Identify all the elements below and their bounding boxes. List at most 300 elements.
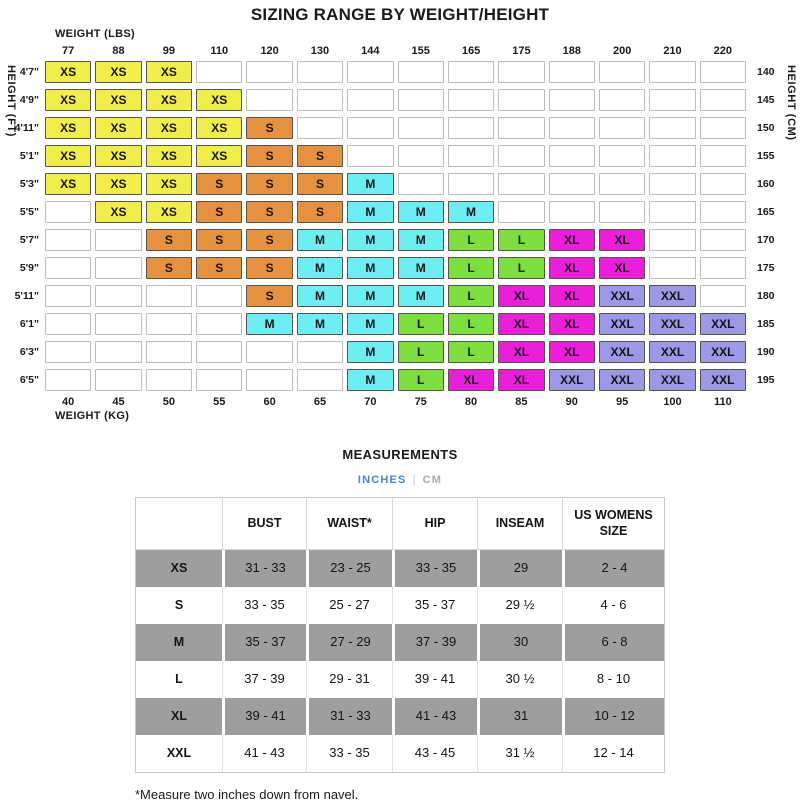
measurement-value: 35 - 37: [392, 587, 477, 624]
size-cell: XS: [45, 89, 91, 111]
weight-kg-tick: 80: [464, 395, 478, 408]
size-cell: XL: [498, 341, 544, 363]
height-cm-tick: 170: [757, 234, 775, 246]
sizing-row-cells: [43, 257, 748, 279]
empty-cell: [398, 89, 444, 111]
measurement-value: 2 - 4: [562, 550, 664, 587]
empty-cell: [297, 341, 343, 363]
empty-cell: [700, 257, 746, 279]
empty-cell: [95, 341, 141, 363]
size-cell: M: [297, 313, 343, 335]
empty-cell: [246, 341, 292, 363]
measurement-value: 29: [477, 550, 562, 587]
height-ft-tick: 6'1": [19, 318, 39, 330]
weight-kg-tick: 70: [364, 395, 377, 408]
sizing-row-cells: [43, 313, 748, 335]
empty-cell: [700, 201, 746, 223]
sizing-chart: [0, 28, 800, 422]
measurement-size-label: S: [174, 597, 184, 612]
measurement-value: 6 - 8: [562, 624, 664, 661]
size-cell: XXL: [700, 313, 746, 335]
size-cell: M: [297, 257, 343, 279]
sizing-grid: [0, 58, 800, 394]
empty-cell: [297, 369, 343, 391]
weight-kg-tick: 40: [62, 395, 75, 408]
height-cm-tick: 145: [757, 94, 775, 106]
size-cell: XXL: [649, 313, 695, 335]
empty-cell: [599, 173, 645, 195]
measurement-value: 30: [477, 624, 562, 661]
size-cell: S: [146, 257, 192, 279]
size-cell: XL: [549, 313, 595, 335]
measurement-value: 8 - 10: [562, 661, 664, 698]
measurements-table: [135, 497, 665, 773]
empty-cell: [498, 201, 544, 223]
height-ft-tick: 4'11": [14, 122, 39, 134]
empty-cell: [549, 145, 595, 167]
empty-cell: [196, 369, 242, 391]
empty-cell: [347, 117, 393, 139]
size-cell: M: [398, 257, 444, 279]
height-ft-tick: 6'5": [19, 374, 39, 386]
measurement-value: 31 ½: [477, 735, 562, 772]
empty-cell: [95, 285, 141, 307]
measurements-column-header: HIP: [392, 498, 477, 550]
height-ft-tick: 5'1": [19, 150, 39, 162]
units-tab-inches[interactable]: INCHES: [357, 474, 407, 486]
measurement-value: 12 - 14: [562, 735, 664, 772]
size-cell: XL: [498, 313, 544, 335]
measurement-size-label: XS: [136, 550, 222, 587]
empty-cell: [498, 117, 544, 139]
size-cell: S: [297, 201, 343, 223]
size-cell: M: [297, 285, 343, 307]
size-cell: XXL: [649, 285, 695, 307]
empty-cell: [599, 201, 645, 223]
measurement-value: 10 - 12: [562, 698, 664, 735]
sizing-row: [0, 58, 800, 86]
weight-kg-tick: 95: [616, 395, 629, 408]
weight-kg-tick: 75: [414, 395, 427, 408]
size-cell: XXL: [700, 341, 746, 363]
size-cell: M: [347, 369, 393, 391]
weight-kg-tick: 45: [112, 395, 125, 408]
size-cell: XXL: [549, 369, 595, 391]
empty-cell: [549, 117, 595, 139]
size-cell: L: [448, 313, 494, 335]
height-ft-tick: 5'3": [19, 178, 39, 190]
measurement-value: 43 - 45: [392, 735, 477, 772]
empty-cell: [398, 145, 444, 167]
size-cell: S: [196, 201, 242, 223]
size-cell: XS: [45, 173, 91, 195]
empty-cell: [599, 89, 645, 111]
sizing-row: [0, 338, 800, 366]
measurement-value: 37 - 39: [222, 661, 306, 698]
height-cm-tick: 155: [757, 150, 775, 162]
size-cell: XXL: [599, 341, 645, 363]
measurement-value: 29 ½: [477, 587, 562, 624]
empty-cell: [45, 201, 91, 223]
size-cell: XS: [45, 117, 91, 139]
empty-cell: [599, 145, 645, 167]
size-cell: XL: [549, 285, 595, 307]
size-cell: XL: [599, 229, 645, 251]
size-cell: XS: [146, 201, 192, 223]
empty-cell: [146, 285, 192, 307]
height-cm-tick: 150: [757, 122, 775, 134]
weight-lbs-ticks: [0, 43, 800, 58]
measurement-value: 23 - 25: [306, 550, 392, 587]
height-cm-tick: 140: [757, 66, 775, 78]
empty-cell: [700, 145, 746, 167]
empty-cell: [649, 201, 695, 223]
measurement-value: 33 - 35: [392, 550, 477, 587]
empty-cell: [649, 229, 695, 251]
measurements-column-header: US WOMENS SIZE: [562, 498, 664, 550]
empty-cell: [45, 313, 91, 335]
empty-cell: [347, 145, 393, 167]
empty-cell: [45, 229, 91, 251]
weight-lbs-tick: 188: [562, 44, 581, 57]
empty-cell: [700, 89, 746, 111]
measurement-value: 33 - 35: [222, 587, 306, 624]
size-cell: XXL: [649, 369, 695, 391]
empty-cell: [549, 201, 595, 223]
size-cell: S: [246, 285, 292, 307]
weight-kg-tick: 100: [663, 395, 682, 408]
empty-cell: [146, 341, 192, 363]
size-cell: M: [347, 173, 393, 195]
measurements-column-header: BUST: [222, 498, 306, 550]
size-cell: XS: [95, 173, 141, 195]
sizing-row-cells: [43, 89, 748, 111]
sizing-row: [0, 86, 800, 114]
sizing-row-cells: [43, 201, 748, 223]
weight-kg-tick: 55: [213, 395, 226, 408]
size-cell: XS: [146, 89, 192, 111]
measurement-value: 27 - 29: [306, 624, 392, 661]
empty-cell: [448, 61, 494, 83]
weight-lbs-tick: 210: [663, 44, 682, 57]
empty-cell: [45, 341, 91, 363]
size-cell: M: [347, 285, 393, 307]
empty-cell: [649, 61, 695, 83]
empty-cell: [448, 117, 494, 139]
height-ft-tick: 5'9": [19, 262, 39, 274]
weight-kg-tick: 65: [313, 395, 327, 408]
units-separator: |: [412, 474, 417, 486]
height-cm-tick: 190: [757, 346, 775, 358]
empty-cell: [347, 61, 393, 83]
size-cell: L: [448, 285, 494, 307]
measurement-size-label: L: [175, 671, 183, 686]
size-cell: XL: [549, 229, 595, 251]
empty-cell: [649, 145, 695, 167]
empty-cell: [297, 89, 343, 111]
size-cell: XL: [498, 285, 544, 307]
measurement-value: 33 - 35: [306, 735, 392, 772]
size-cell: S: [146, 229, 192, 251]
size-cell: S: [246, 145, 292, 167]
sizing-row-cells: [43, 117, 748, 139]
measurement-value: 37 - 39: [392, 624, 477, 661]
size-cell: M: [246, 313, 292, 335]
measurement-size-label: XXL: [166, 745, 192, 760]
empty-cell: [297, 117, 343, 139]
sizing-row-cells: [43, 229, 748, 251]
size-cell: M: [347, 201, 393, 223]
empty-cell: [549, 89, 595, 111]
empty-cell: [498, 173, 544, 195]
height-ft-tick: 5'7": [19, 234, 39, 246]
empty-cell: [448, 89, 494, 111]
measurement-value: 41 - 43: [392, 698, 477, 735]
empty-cell: [649, 173, 695, 195]
empty-cell: [700, 61, 746, 83]
height-ft-tick: 5'5": [19, 206, 39, 218]
size-cell: XL: [599, 257, 645, 279]
empty-cell: [45, 257, 91, 279]
weight-lbs-tick: 220: [713, 44, 733, 57]
size-cell: XS: [95, 117, 141, 139]
empty-cell: [649, 89, 695, 111]
empty-cell: [700, 173, 746, 195]
empty-cell: [649, 117, 695, 139]
size-cell: XS: [45, 145, 91, 167]
height-cm-tick: 165: [757, 206, 775, 218]
size-cell: XS: [45, 61, 91, 83]
sizing-row-cells: [43, 61, 748, 83]
size-cell: XS: [95, 61, 141, 83]
height-cm-axis-label: HEIGHT (CM): [785, 65, 797, 141]
size-cell: XXL: [649, 341, 695, 363]
measurement-value: 25 - 27: [306, 587, 392, 624]
size-cell: XS: [146, 173, 192, 195]
height-cm-tick: 180: [757, 290, 775, 302]
size-cell: M: [448, 201, 494, 223]
empty-cell: [146, 369, 192, 391]
weight-lbs-axis-label: WEIGHT (LBS): [55, 28, 135, 40]
empty-cell: [448, 173, 494, 195]
empty-cell: [398, 61, 444, 83]
sizing-row: [0, 198, 800, 226]
page-title: SIZING RANGE BY WEIGHT/HEIGHT: [250, 5, 550, 24]
size-cell: L: [498, 229, 544, 251]
weight-lbs-tick: 175: [512, 44, 531, 57]
size-cell: XL: [498, 369, 544, 391]
size-cell: L: [498, 257, 544, 279]
measurement-value: 35 - 37: [222, 624, 306, 661]
weight-lbs-tick: 200: [612, 44, 632, 57]
units-toggle: [0, 474, 800, 486]
sizing-row: [0, 282, 800, 310]
size-cell: XL: [549, 341, 595, 363]
size-cell: XXL: [599, 369, 645, 391]
size-cell: XS: [95, 89, 141, 111]
empty-cell: [649, 257, 695, 279]
size-cell: XS: [146, 145, 192, 167]
empty-cell: [246, 369, 292, 391]
weight-lbs-tick: 144: [361, 44, 380, 57]
weight-kg-tick: 60: [263, 395, 276, 408]
empty-cell: [700, 285, 746, 307]
sizing-row-cells: [43, 341, 748, 363]
sizing-row-cells: [43, 173, 748, 195]
height-ft-tick: 4'7": [19, 66, 39, 78]
size-cell: M: [347, 341, 393, 363]
size-cell: L: [398, 341, 444, 363]
size-cell: XL: [549, 257, 595, 279]
measurements-heading: MEASUREMENTS: [342, 447, 458, 462]
size-cell: XXL: [700, 369, 746, 391]
weight-lbs-tick: 99: [162, 44, 176, 57]
size-cell: XS: [196, 117, 242, 139]
weight-lbs-tick: 155: [411, 44, 430, 57]
size-cell: XL: [448, 369, 494, 391]
sizing-row: [0, 226, 800, 254]
size-cell: XS: [95, 145, 141, 167]
size-cell: S: [196, 257, 242, 279]
empty-cell: [700, 229, 746, 251]
measurement-value: 39 - 41: [392, 661, 477, 698]
empty-cell: [196, 61, 242, 83]
weight-lbs-tick: 88: [112, 44, 125, 57]
measurement-value: 31 - 33: [222, 550, 306, 587]
empty-cell: [246, 61, 292, 83]
measurement-value: 30 ½: [477, 661, 562, 698]
size-cell: XXL: [599, 313, 645, 335]
weight-lbs-tick: 165: [461, 44, 481, 57]
measurement-value: 31 - 33: [306, 698, 392, 735]
size-cell: M: [398, 229, 444, 251]
sizing-row: [0, 114, 800, 142]
size-cell: S: [297, 145, 343, 167]
measurements-column-header: WAIST*: [306, 498, 392, 550]
height-cm-tick: 160: [757, 178, 775, 190]
sizing-row-cells: [43, 285, 748, 307]
size-cell: XXL: [599, 285, 645, 307]
measurement-value: 39 - 41: [222, 698, 306, 735]
empty-cell: [196, 285, 242, 307]
empty-cell: [498, 61, 544, 83]
weight-lbs-tick: 77: [62, 44, 75, 57]
height-ft-tick: 6'3": [19, 346, 39, 358]
empty-cell: [196, 341, 242, 363]
weight-kg-tick: 85: [515, 395, 528, 408]
empty-cell: [498, 89, 544, 111]
measurement-value: 4 - 6: [562, 587, 664, 624]
measurement-value: 31: [477, 698, 562, 735]
empty-cell: [347, 89, 393, 111]
weight-lbs-tick: 120: [260, 44, 279, 57]
empty-cell: [498, 145, 544, 167]
size-cell: S: [246, 229, 292, 251]
measurements-column-header: INSEAM: [477, 498, 562, 550]
size-cell: L: [448, 257, 494, 279]
empty-cell: [398, 173, 444, 195]
size-cell: S: [246, 173, 292, 195]
measurement-value: 41 - 43: [222, 735, 306, 772]
size-cell: S: [246, 201, 292, 223]
empty-cell: [95, 229, 141, 251]
sizing-row: [0, 254, 800, 282]
weight-kg-axis-label: WEIGHT (KG): [55, 410, 130, 422]
empty-cell: [549, 173, 595, 195]
height-ft-axis-label: HEIGHT (FT): [5, 65, 17, 137]
height-ft-tick: 4'9": [19, 94, 39, 106]
measurements-column-header: [136, 498, 222, 550]
size-cell: S: [196, 229, 242, 251]
size-cell: XS: [146, 61, 192, 83]
height-cm-tick: 185: [757, 318, 775, 330]
sizing-row-cells: [43, 145, 748, 167]
size-cell: L: [448, 229, 494, 251]
empty-cell: [398, 117, 444, 139]
sizing-row-cells: [43, 369, 748, 391]
size-cell: L: [448, 341, 494, 363]
empty-cell: [549, 61, 595, 83]
weight-lbs-tick: 110: [210, 44, 229, 57]
empty-cell: [45, 285, 91, 307]
empty-cell: [95, 257, 141, 279]
empty-cell: [196, 313, 242, 335]
empty-cell: [146, 313, 192, 335]
size-cell: M: [297, 229, 343, 251]
size-cell: M: [347, 229, 393, 251]
measurement-size-label: M: [136, 624, 222, 661]
sizing-row: [0, 170, 800, 198]
empty-cell: [297, 61, 343, 83]
size-cell: S: [196, 173, 242, 195]
height-cm-tick: 195: [757, 374, 775, 386]
empty-cell: [448, 145, 494, 167]
size-cell: XS: [146, 117, 192, 139]
size-cell: S: [246, 117, 292, 139]
size-cell: S: [297, 173, 343, 195]
size-cell: XS: [196, 145, 242, 167]
empty-cell: [599, 117, 645, 139]
size-cell: M: [398, 285, 444, 307]
size-cell: XS: [196, 89, 242, 111]
weight-kg-tick: 90: [565, 395, 578, 408]
measurements-footnote: *Measure two inches down from navel.: [135, 787, 359, 800]
size-cell: S: [246, 257, 292, 279]
weight-kg-tick: 110: [713, 395, 732, 408]
size-cell: M: [347, 257, 393, 279]
empty-cell: [700, 117, 746, 139]
measurement-value: 29 - 31: [306, 661, 392, 698]
size-cell: XS: [95, 201, 141, 223]
size-cell: L: [398, 369, 444, 391]
weight-lbs-tick: 130: [310, 44, 330, 57]
empty-cell: [246, 89, 292, 111]
empty-cell: [95, 313, 141, 335]
empty-cell: [45, 369, 91, 391]
units-tab-cm[interactable]: CM: [422, 474, 443, 486]
empty-cell: [599, 61, 645, 83]
size-cell: M: [398, 201, 444, 223]
sizing-row: [0, 310, 800, 338]
sizing-row: [0, 366, 800, 394]
empty-cell: [95, 369, 141, 391]
size-cell: L: [398, 313, 444, 335]
height-ft-tick: 5'11": [14, 290, 39, 302]
height-cm-tick: 175: [757, 262, 775, 274]
size-cell: M: [347, 313, 393, 335]
sizing-row: [0, 142, 800, 170]
measurement-size-label: XL: [136, 698, 222, 735]
